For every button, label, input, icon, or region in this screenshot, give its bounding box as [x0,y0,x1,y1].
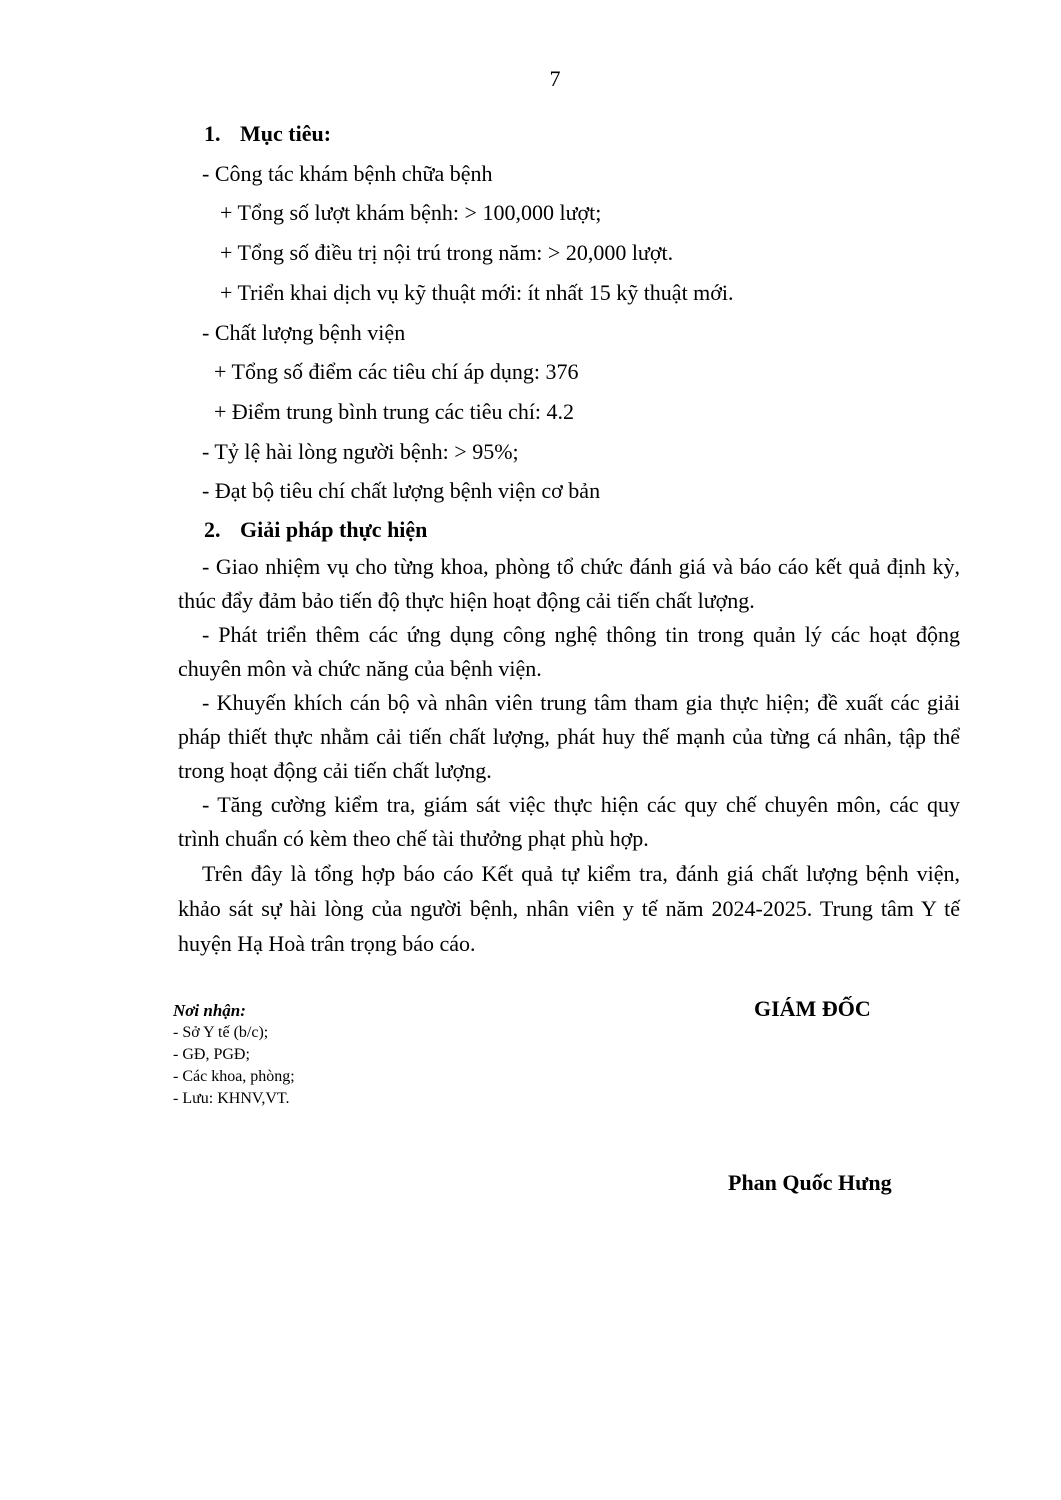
recipient-item: - Các khoa, phòng; [173,1068,295,1085]
list-item: + Triển khai dịch vụ kỹ thuật mới: ít nhất 15 kỹ thuật mới. [220,280,734,305]
signer-title: GIÁM ĐỐC [754,996,871,1021]
list-item: - Tỷ lệ hài lòng người bệnh: > 95%; [202,439,519,464]
solution-paragraph: - Phát triển thêm các ứng dụng công nghệ thông tin trong quản lý các hoạt động chuyên môn và chức năng của bệnh viện. [178,622,960,681]
document-body [178,114,960,961]
section-1-heading [178,114,960,154]
section-1-title: Mục tiêu: [240,121,332,146]
solution-paragraph: - Giao nhiệm vụ cho từng khoa, phòng tổ chức đánh giá và báo cáo kết quả định kỳ, thúc đẩy đảm bảo tiến độ thực hiện hoạt động cải tiến chất lượng. [178,554,960,613]
recipient-item: - GĐ, PGĐ; [173,1046,250,1063]
list-item: + Tổng số điều trị nội trú trong năm: > 20,000 lượt. [220,240,674,265]
closing-paragraph: Trên đây là tổng hợp báo cáo Kết quả tự kiểm tra, đánh giá chất lượng bệnh viện, khảo sát sự hài lòng của người bệnh, nhân viên y tế năm 2024-2025. Trung tâm Y tế huyện Hạ Hoà trân trọng báo cáo. [178,861,960,956]
section-2-number: 2. [204,517,221,542]
solution-paragraph: - Khuyến khích cán bộ và nhân viên trung tâm tham gia thực hiện; đề xuất các giải pháp thiết thực nhằm cải tiến chất lượng, phát huy thế mạnh của từng cá nhân, tập thể trong hoạt động cải tiến chất lượng. [178,690,960,783]
list-item: + Tổng số điểm các tiêu chí áp dụng: 376 [214,359,579,384]
recipient-item: - Sở Y tế (b/c); [173,1024,269,1041]
solution-paragraph: - Tăng cường kiểm tra, giám sát việc thực hiện các quy chế chuyên môn, các quy trình chuẩn có kèm theo chế tài thưởng phạt phù hợp. [178,792,960,851]
section-2-title: Giải pháp thực hiện [240,517,428,542]
section-2-heading [178,510,960,550]
page-number: 7 [549,66,561,91]
list-item: + Điểm trung bình trung các tiêu chí: 4.2 [214,399,575,424]
section-1-number: 1. [204,121,221,146]
list-item: - Chất lượng bệnh viện [202,320,406,345]
recipient-item: - Lưu: KHNV,VT. [173,1090,290,1107]
list-item: - Đạt bộ tiêu chí chất lượng bệnh viện cơ bản [202,478,601,503]
recipients-block [173,1000,295,1110]
signer-name: Phan Quốc Hưng [728,1170,892,1195]
list-item: - Công tác khám bệnh chữa bệnh [202,161,493,186]
recipients-title: Nơi nhận: [173,1001,246,1020]
list-item: + Tổng số lượt khám bệnh: > 100,000 lượt; [220,200,602,225]
